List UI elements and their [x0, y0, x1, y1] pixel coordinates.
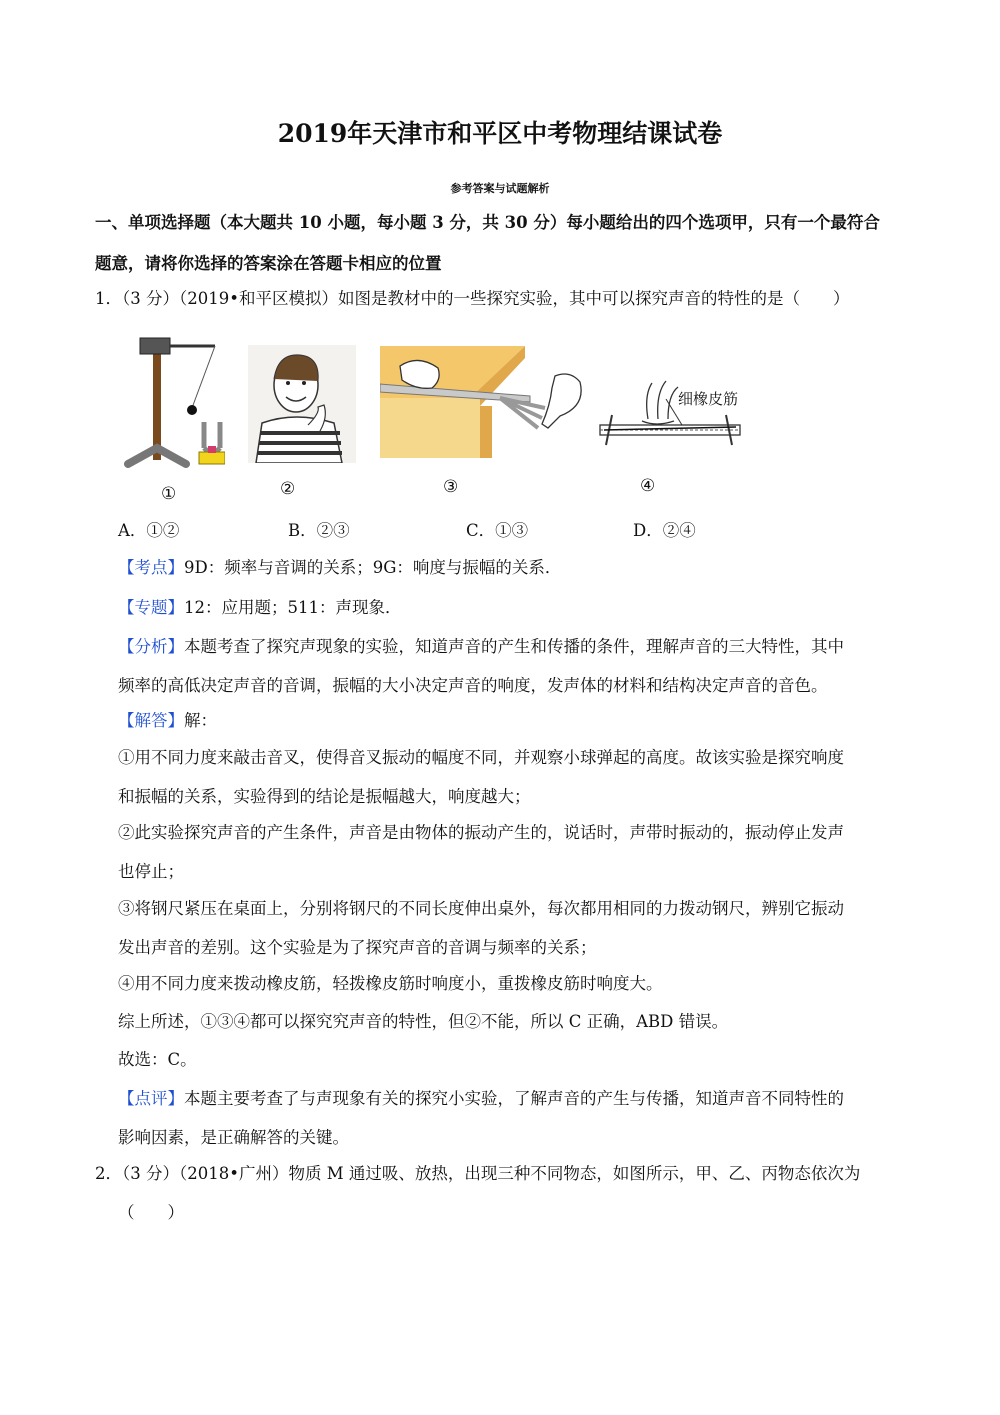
q1-dianping-line2: 影响因素，是正确解答的关键。	[118, 1128, 349, 1147]
q1-figure-label-2: ②	[280, 479, 296, 499]
q1-fenxi-line2: 频率的高低决定声音的音调，振幅的大小决定声音的响度，发声体的材料和结构决定声音的音色。	[118, 676, 828, 695]
jieda-text: 解：	[184, 711, 217, 730]
section1-heading-line1: 一、单项选择题（本大题共 10 小题，每小题 3 分，共 30 分）每小题给出的四个选项甲，只有一个最符合	[95, 213, 880, 232]
q1-answer-2-line1: ②此实验探究声音的产生条件，声音是由物体的振动产生的，说话时，声带时振动的，振动停止发声	[118, 823, 844, 842]
q1-answer-4: ④用不同力度来拨动橡皮筋，轻拨橡皮筋时响度小，重拨橡皮筋时响度大。	[118, 974, 663, 993]
dianping-text-1: 本题主要考查了与声现象有关的探究小实验，了解声音的产生与传播，知道声音不同特性的	[184, 1089, 844, 1108]
q1-stem: 1．（3 分）（2019•和平区模拟）如图是教材中的一些探究实验，其中可以探究声音的特性的是（ ）	[95, 289, 850, 308]
q1-zhuanti	[118, 598, 402, 618]
q1-answer-1-line1: ①用不同力度来敲击音叉，使得音叉振动的幅度不同，并观察小球弹起的高度。故该实验是探究响度	[118, 748, 844, 767]
kaodian-tag: 【考点】	[118, 558, 184, 577]
page-subtitle: 参考答案与试题解析	[450, 182, 550, 195]
fenxi-text-1: 本题考查了探究声现象的实验，知道声音的产生和传播的条件，理解声音的三大特性，其中	[184, 637, 844, 656]
q1-figure-label-4: ④	[640, 476, 656, 496]
q1-figure-4-caption: 细橡皮筋	[678, 390, 739, 408]
q1-option-c: C．①③	[466, 521, 529, 540]
q1-figure-label-1: ①	[161, 484, 177, 504]
kaodian-text: 9D：频率与音调的关系；9G：响度与振幅的关系．	[184, 558, 562, 577]
q1-jieda	[118, 711, 217, 731]
q1-figure-1-tuning-fork	[120, 330, 225, 475]
zhuanti-text: 12：应用题；511：声现象．	[184, 598, 402, 617]
section1-heading-line2: 题意，请将你选择的答案涂在答题卡相应的位置	[95, 254, 442, 273]
q1-option-b: B．②③	[288, 521, 350, 540]
q1-figure-4-rubber-band	[596, 375, 751, 461]
q1-answer-3-line1: ③将钢尺紧压在桌面上，分别将钢尺的不同长度伸出桌外，每次都用相同的力拨动钢尺，辨别它振动	[118, 899, 844, 918]
zhuanti-tag: 【专题】	[118, 598, 184, 617]
q1-answer-2-line2: 也停止；	[118, 862, 184, 881]
q1-figure-3-ruler-on-table	[380, 346, 588, 458]
q1-dianping-line1	[118, 1089, 844, 1109]
q1-option-d: D．②④	[633, 521, 696, 540]
q1-final-answer: 故选：C。	[118, 1050, 197, 1069]
q2-stem: 2．（3 分）（2018•广州）物质 M 通过吸、放热，出现三种不同物态，如图所示，甲、乙、丙物态依次为	[95, 1164, 861, 1183]
q1-kaodian	[118, 558, 561, 578]
q1-figure-label-3: ③	[443, 477, 459, 497]
page-title: 2019年天津市和平区中考物理结课试卷	[277, 119, 723, 148]
q1-figure-2-person-talking	[248, 345, 356, 463]
fenxi-tag: 【分析】	[118, 637, 184, 656]
q1-option-a: A．①②	[118, 521, 180, 540]
jieda-tag: 【解答】	[118, 711, 184, 730]
q2-answer-paren: （ ）	[118, 1203, 184, 1222]
q1-summary: 综上所述，①③④都可以探究究声音的特性，但②不能，所以 C 正确，ABD 错误。	[118, 1012, 729, 1031]
q1-answer-1-line2: 和振幅的关系，实验得到的结论是振幅越大，响度越大；	[118, 787, 531, 806]
dianping-tag: 【点评】	[118, 1089, 184, 1108]
q1-answer-3-line2: 发出声音的差别。这个实验是为了探究声音的音调与频率的关系；	[118, 938, 597, 957]
q1-fenxi-line1	[118, 637, 844, 657]
